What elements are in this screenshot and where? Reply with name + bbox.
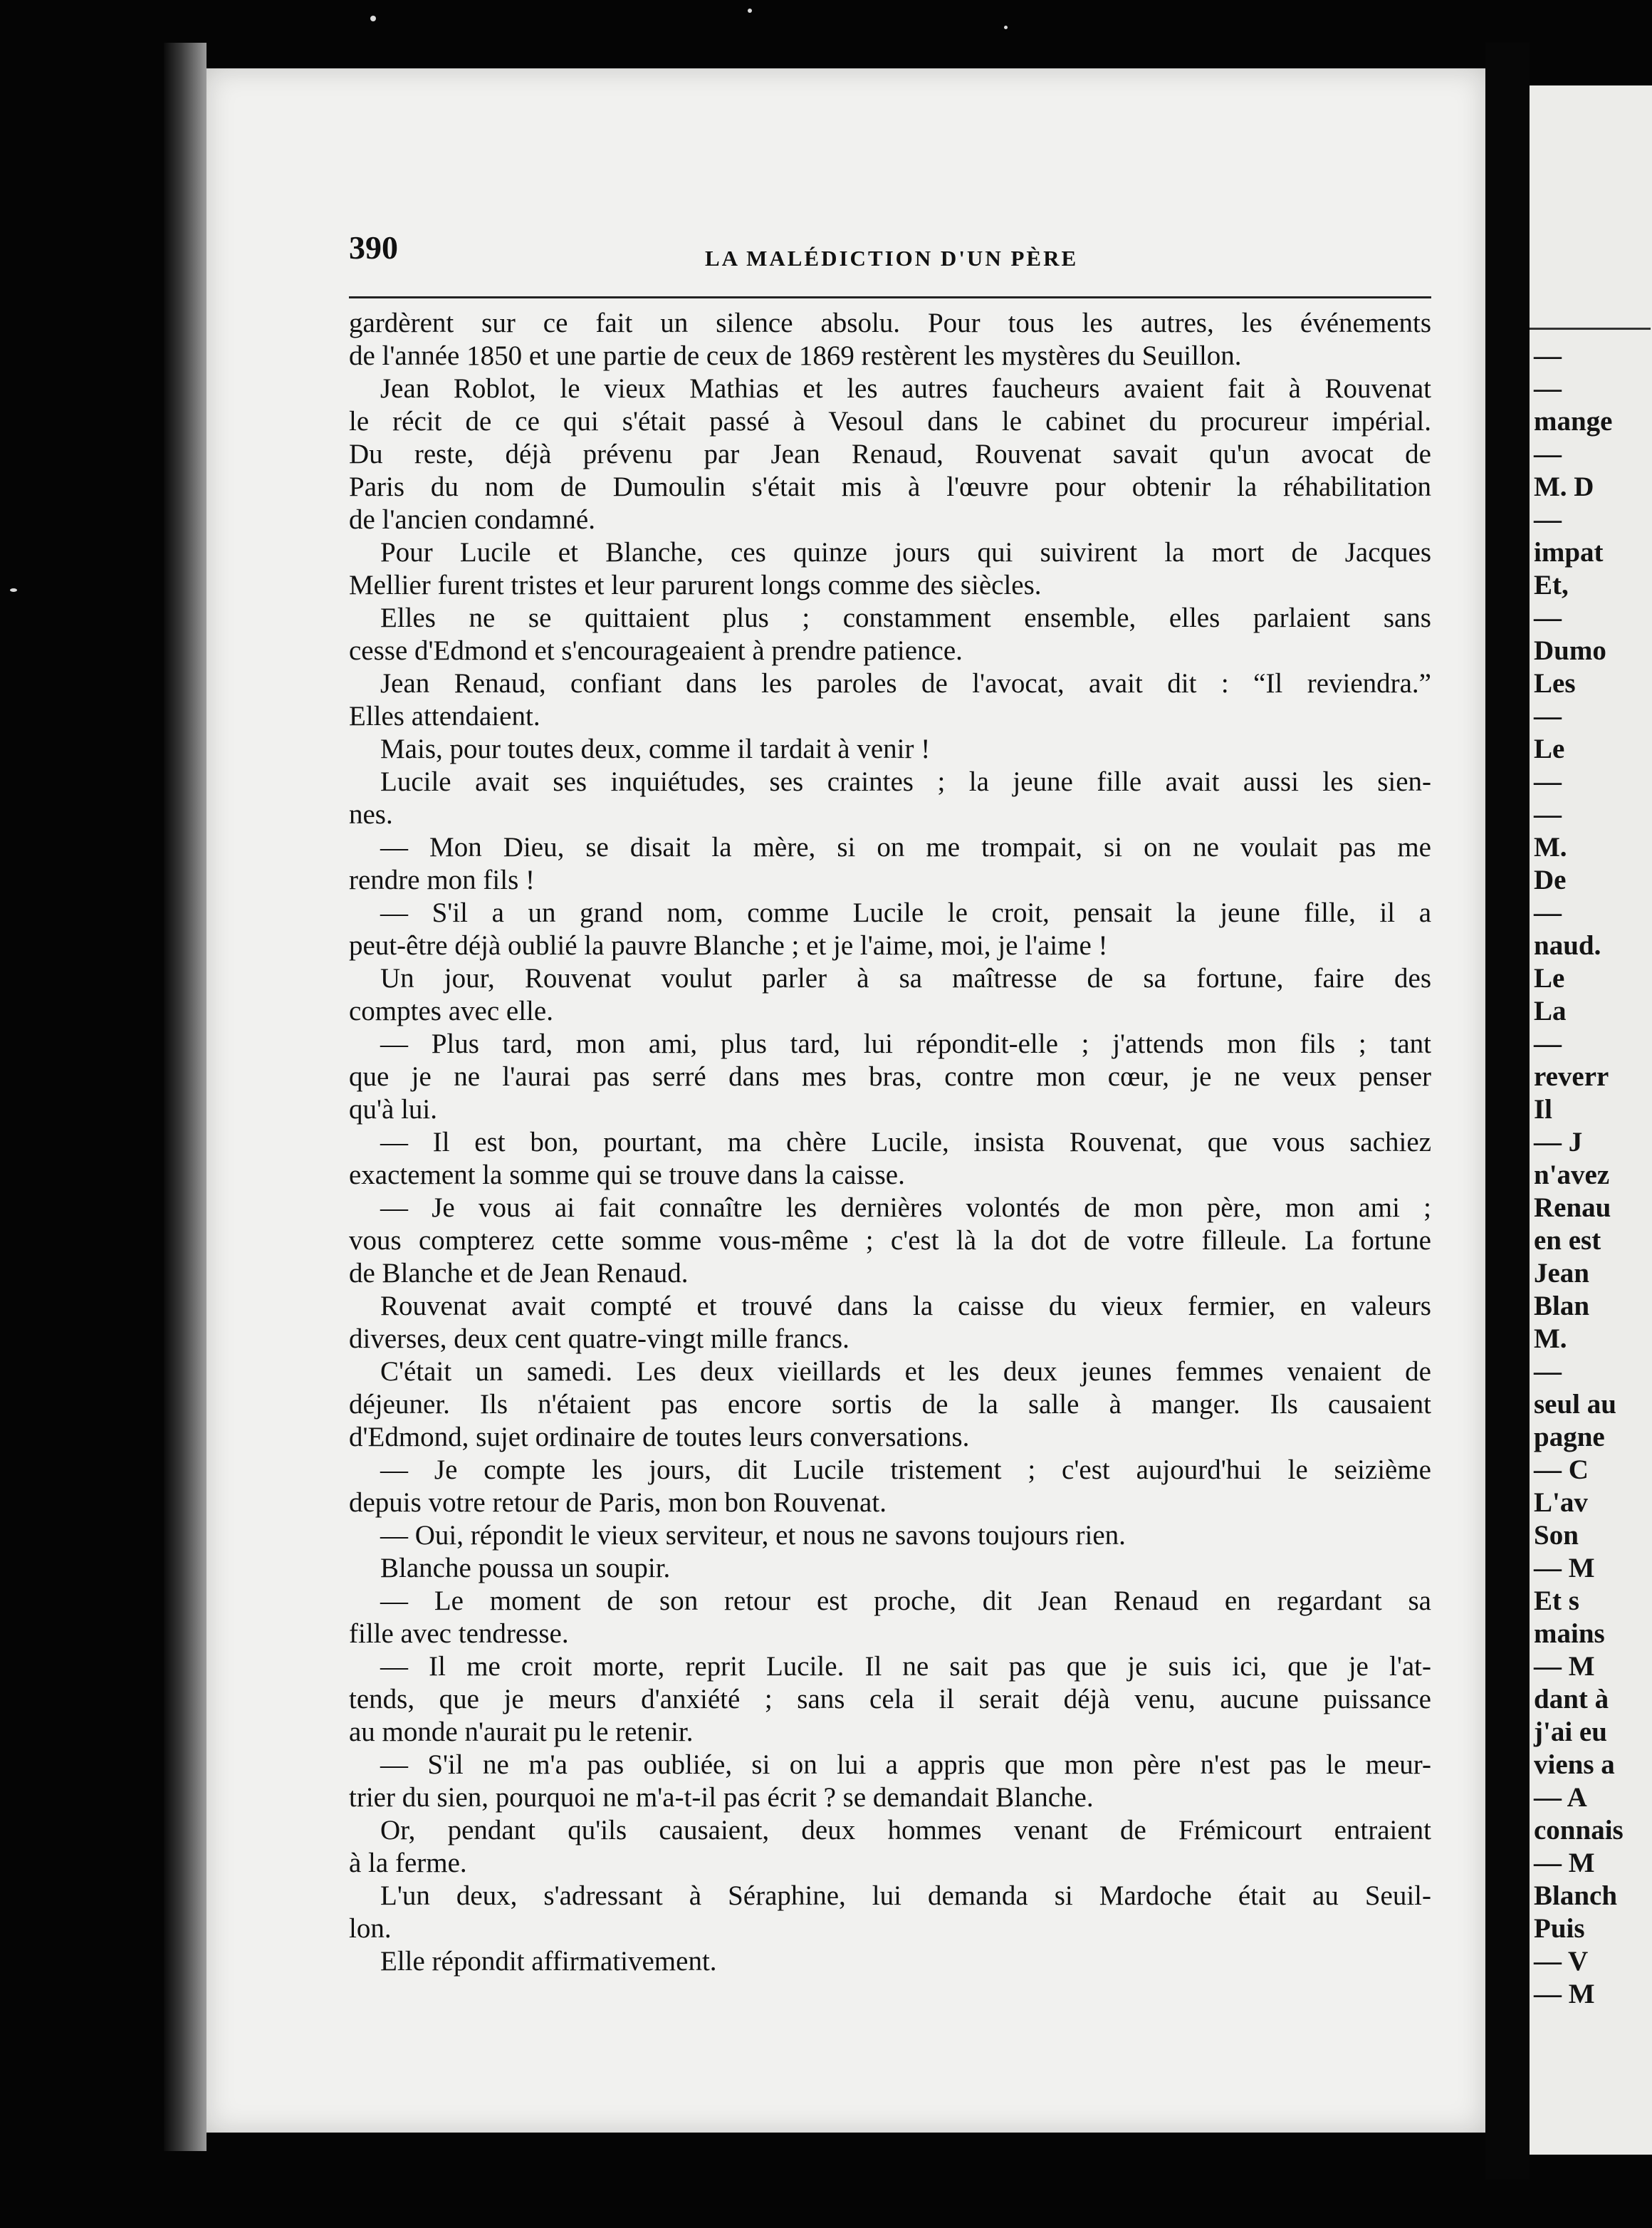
facing-page-fragment: j'ai eu (1534, 1717, 1607, 1747)
text-line: Rouvenat avait compté et trouvé dans la caisse du vieux fermier, en valeurs (380, 1291, 1431, 1321)
facing-page-fragment: — M (1534, 1848, 1595, 1878)
facing-page-fragment: impat (1534, 537, 1604, 568)
text-line: Jean Renaud, confiant dans les paroles de l'avocat, avait dit : “Il reviendra.” (380, 668, 1431, 699)
text-line: nes. (349, 799, 393, 830)
text-line: Elles attendaient. (349, 701, 540, 732)
text-line: vous compterez cette somme vous-même ; c'est là la dot de votre filleule. La fortune (349, 1225, 1431, 1256)
page-number: 390 (349, 229, 398, 266)
text-line: déjeuner. Ils n'étaient pas encore sortis de la salle à manger. Ils causaient (349, 1389, 1431, 1420)
text-line: Jean Roblot, le vieux Mathias et les autres faucheurs avaient fait à Rouvenat (380, 373, 1431, 404)
text-line: qu'à lui. (349, 1094, 438, 1125)
text-line: de l'année 1850 et une partie de ceux de 1869 restèrent les mystères du Seuillon. (349, 340, 1242, 371)
text-line: diverses, deux cent quatre-vingt mille francs. (349, 1323, 849, 1354)
text-line: exactement la somme qui se trouve dans la caisse. (349, 1160, 905, 1190)
facing-page-fragment: — M (1534, 1651, 1595, 1682)
facing-page-fragment: dant à (1534, 1684, 1609, 1714)
text-line: lon. (349, 1913, 392, 1944)
facing-page-fragment: pagne (1534, 1422, 1605, 1452)
facing-page-fragment: — (1534, 1356, 1562, 1387)
facing-page-fragment: — J (1534, 1127, 1583, 1157)
text-line: Mellier furent tristes et leur parurent longs comme des siècles. (349, 570, 1042, 600)
facing-page-fragment: en est (1534, 1225, 1601, 1256)
text-line: le récit de ce qui s'était passé à Vesoul dans le cabinet du procureur impérial. (349, 406, 1431, 437)
facing-page-fragment: Le (1534, 734, 1565, 764)
text-line: Mais, pour toutes deux, comme il tardait à venir ! (380, 734, 931, 764)
text-line: cesse d'Edmond et s'encourageaient à prendre patience. (349, 635, 963, 666)
facing-page-fragment: — A (1534, 1782, 1587, 1813)
text-line: comptes avec elle. (349, 996, 553, 1026)
facing-page-fragment: Puis (1534, 1913, 1585, 1944)
text-line: peut-être déjà oublié la pauvre Blanche ; et je l'aime, moi, je l'aime ! (349, 930, 1108, 961)
facing-page-fragment: La (1534, 996, 1567, 1026)
facing-page-fragment: Renau (1534, 1192, 1611, 1223)
text-line: trier du sien, pourquoi ne m'a-t-il pas écrit ? se demandait Blanche. (349, 1782, 1094, 1813)
facing-page-fragment: — (1534, 897, 1562, 928)
facing-page-fragment: viens a (1534, 1749, 1615, 1780)
text-line: de l'ancien condamné. (349, 504, 595, 535)
text-line: — Oui, répondit le vieux serviteur, et nous ne savons toujours rien. (380, 1520, 1126, 1551)
text-line: rendre mon fils ! (349, 865, 535, 895)
facing-page-fragment: — (1534, 504, 1562, 535)
facing-page-fragment: Blan (1534, 1291, 1590, 1321)
facing-page-fragment: Blanch (1534, 1880, 1618, 1911)
text-line: de Blanche et de Jean Renaud. (349, 1258, 689, 1289)
scan-speck (370, 16, 376, 21)
header-rule (349, 296, 1431, 298)
facing-page-fragment: — C (1534, 1454, 1589, 1485)
body-text (349, 307, 1431, 1978)
text-line: au monde n'aurait pu le retenir. (349, 1717, 694, 1747)
facing-page-fragment: — (1534, 340, 1562, 371)
text-line: — Il est bon, pourtant, ma chère Lucile, insista Rouvenat, que vous sachiez (380, 1127, 1431, 1157)
text-line: Lucile avait ses inquiétudes, ses craintes ; la jeune fille avait aussi les sien- (380, 766, 1431, 797)
facing-page-fragment: Dumo (1534, 635, 1606, 666)
facing-page-fragment: Jean (1534, 1258, 1589, 1289)
facing-page-fragment: — V (1534, 1946, 1589, 1977)
facing-page-fragment: mains (1534, 1618, 1605, 1649)
facing-page-fragment: De (1534, 865, 1567, 895)
text-line: Pour Lucile et Blanche, ces quinze jours qui suivirent la mort de Jacques (380, 537, 1431, 568)
book-page (206, 68, 1485, 2133)
facing-page-fragment: n'avez (1534, 1160, 1610, 1190)
facing-page-fragment: reverr (1534, 1061, 1609, 1092)
text-line: — Je compte les jours, dit Lucile tristement ; c'est aujourd'hui le seizième (380, 1454, 1431, 1485)
text-line: — Il me croit morte, reprit Lucile. Il ne sait pas que je suis ici, que je l'at- (380, 1651, 1431, 1682)
facing-page-fragment: — M (1534, 1979, 1595, 2009)
scan-speck (10, 588, 17, 592)
facing-page-fragment: — M (1534, 1553, 1595, 1583)
text-line: Paris du nom de Dumoulin s'était mis à l'œuvre pour obtenir la réhabilitation (349, 472, 1431, 502)
text-line: L'un deux, s'adressant à Séraphine, lui demanda si Mardoche était au Seuil- (380, 1880, 1431, 1911)
text-line: que je ne l'aurai pas serré dans mes bras, contre mon cœur, je ne veux penser (349, 1061, 1431, 1092)
facing-page-fragment: seul au (1534, 1389, 1616, 1420)
text-line: Elle répondit affirmativement. (380, 1946, 717, 1977)
text-line: à la ferme. (349, 1848, 467, 1878)
text-line: fille avec tendresse. (349, 1618, 569, 1649)
text-line: Un jour, Rouvenat voulut parler à sa maîtresse de sa fortune, faire des (380, 963, 1431, 994)
facing-page-fragment: M. (1534, 1323, 1567, 1354)
facing-page-fragment: — (1534, 1029, 1562, 1059)
text-line: d'Edmond, sujet ordinaire de toutes leurs conversations. (349, 1422, 970, 1452)
facing-page-fragment: M. D (1534, 472, 1594, 502)
facing-page-fragment: — (1534, 766, 1562, 797)
text-line: Elles ne se quittaient plus ; constamment ensemble, elles parlaient sans (380, 603, 1431, 633)
text-line: — S'il ne m'a pas oubliée, si on lui a appris que mon père n'est pas le meur- (380, 1749, 1431, 1780)
text-line: — Le moment de son retour est proche, dit Jean Renaud en regardant sa (380, 1586, 1431, 1616)
text-line: depuis votre retour de Paris, mon bon Rouvenat. (349, 1487, 887, 1518)
facing-rule (1530, 328, 1651, 330)
facing-page-fragment: — (1534, 603, 1562, 633)
facing-page-fragment: Son (1534, 1520, 1579, 1551)
facing-page-fragment: — (1534, 373, 1562, 404)
text-line: — Mon Dieu, se disait la mère, si on me trompait, si on ne voulait pas me (380, 832, 1431, 863)
facing-page-fragment: mange (1534, 406, 1613, 437)
facing-page-fragment: — (1534, 701, 1562, 732)
facing-page (1530, 85, 1652, 2155)
facing-page-fragment: Et s (1534, 1586, 1579, 1616)
facing-page-fragment: M. (1534, 832, 1567, 863)
facing-page-fragment: L'av (1534, 1487, 1588, 1518)
scan-speck (1004, 26, 1008, 29)
facing-page-fragment: Il (1534, 1094, 1553, 1125)
book-gutter (1485, 43, 1530, 2180)
facing-page-fragment: naud. (1534, 930, 1601, 961)
text-line: gardèrent sur ce fait un silence absolu. Pour tous les autres, les événements (349, 308, 1431, 338)
facing-page-fragment: Le (1534, 963, 1565, 994)
facing-page-fragment: Et, (1534, 570, 1569, 600)
page-header (349, 229, 1431, 286)
text-line: tends, que je meurs d'anxiété ; sans cela il serait déjà venu, aucune puissance (349, 1684, 1431, 1714)
text-line: — Plus tard, mon ami, plus tard, lui répondit-elle ; j'attends mon fils ; tant (380, 1029, 1431, 1059)
text-line: Blanche poussa un soupir. (380, 1553, 671, 1583)
text-line: — Je vous ai fait connaître les dernières volontés de mon père, mon ami ; (380, 1192, 1431, 1223)
scan-speck (748, 9, 752, 13)
text-line: — S'il a un grand nom, comme Lucile le croit, pensait la jeune fille, il a (380, 897, 1431, 928)
book-edge (164, 43, 206, 2151)
facing-page-fragment: — (1534, 439, 1562, 469)
facing-page-fragment: — (1534, 799, 1562, 830)
text-line: Or, pendant qu'ils causaient, deux hommes venant de Frémicourt entraient (380, 1815, 1431, 1846)
text-line: Du reste, déjà prévenu par Jean Renaud, Rouvenat savait qu'un avocat de (349, 439, 1431, 469)
facing-page-fragment: Les (1534, 668, 1576, 699)
running-title: LA MALÉDICTION D'UN PÈRE (705, 246, 1079, 271)
facing-page-fragment: connais (1534, 1815, 1624, 1846)
text-line: C'était un samedi. Les deux vieillards et les deux jeunes femmes venaient de (380, 1356, 1431, 1387)
